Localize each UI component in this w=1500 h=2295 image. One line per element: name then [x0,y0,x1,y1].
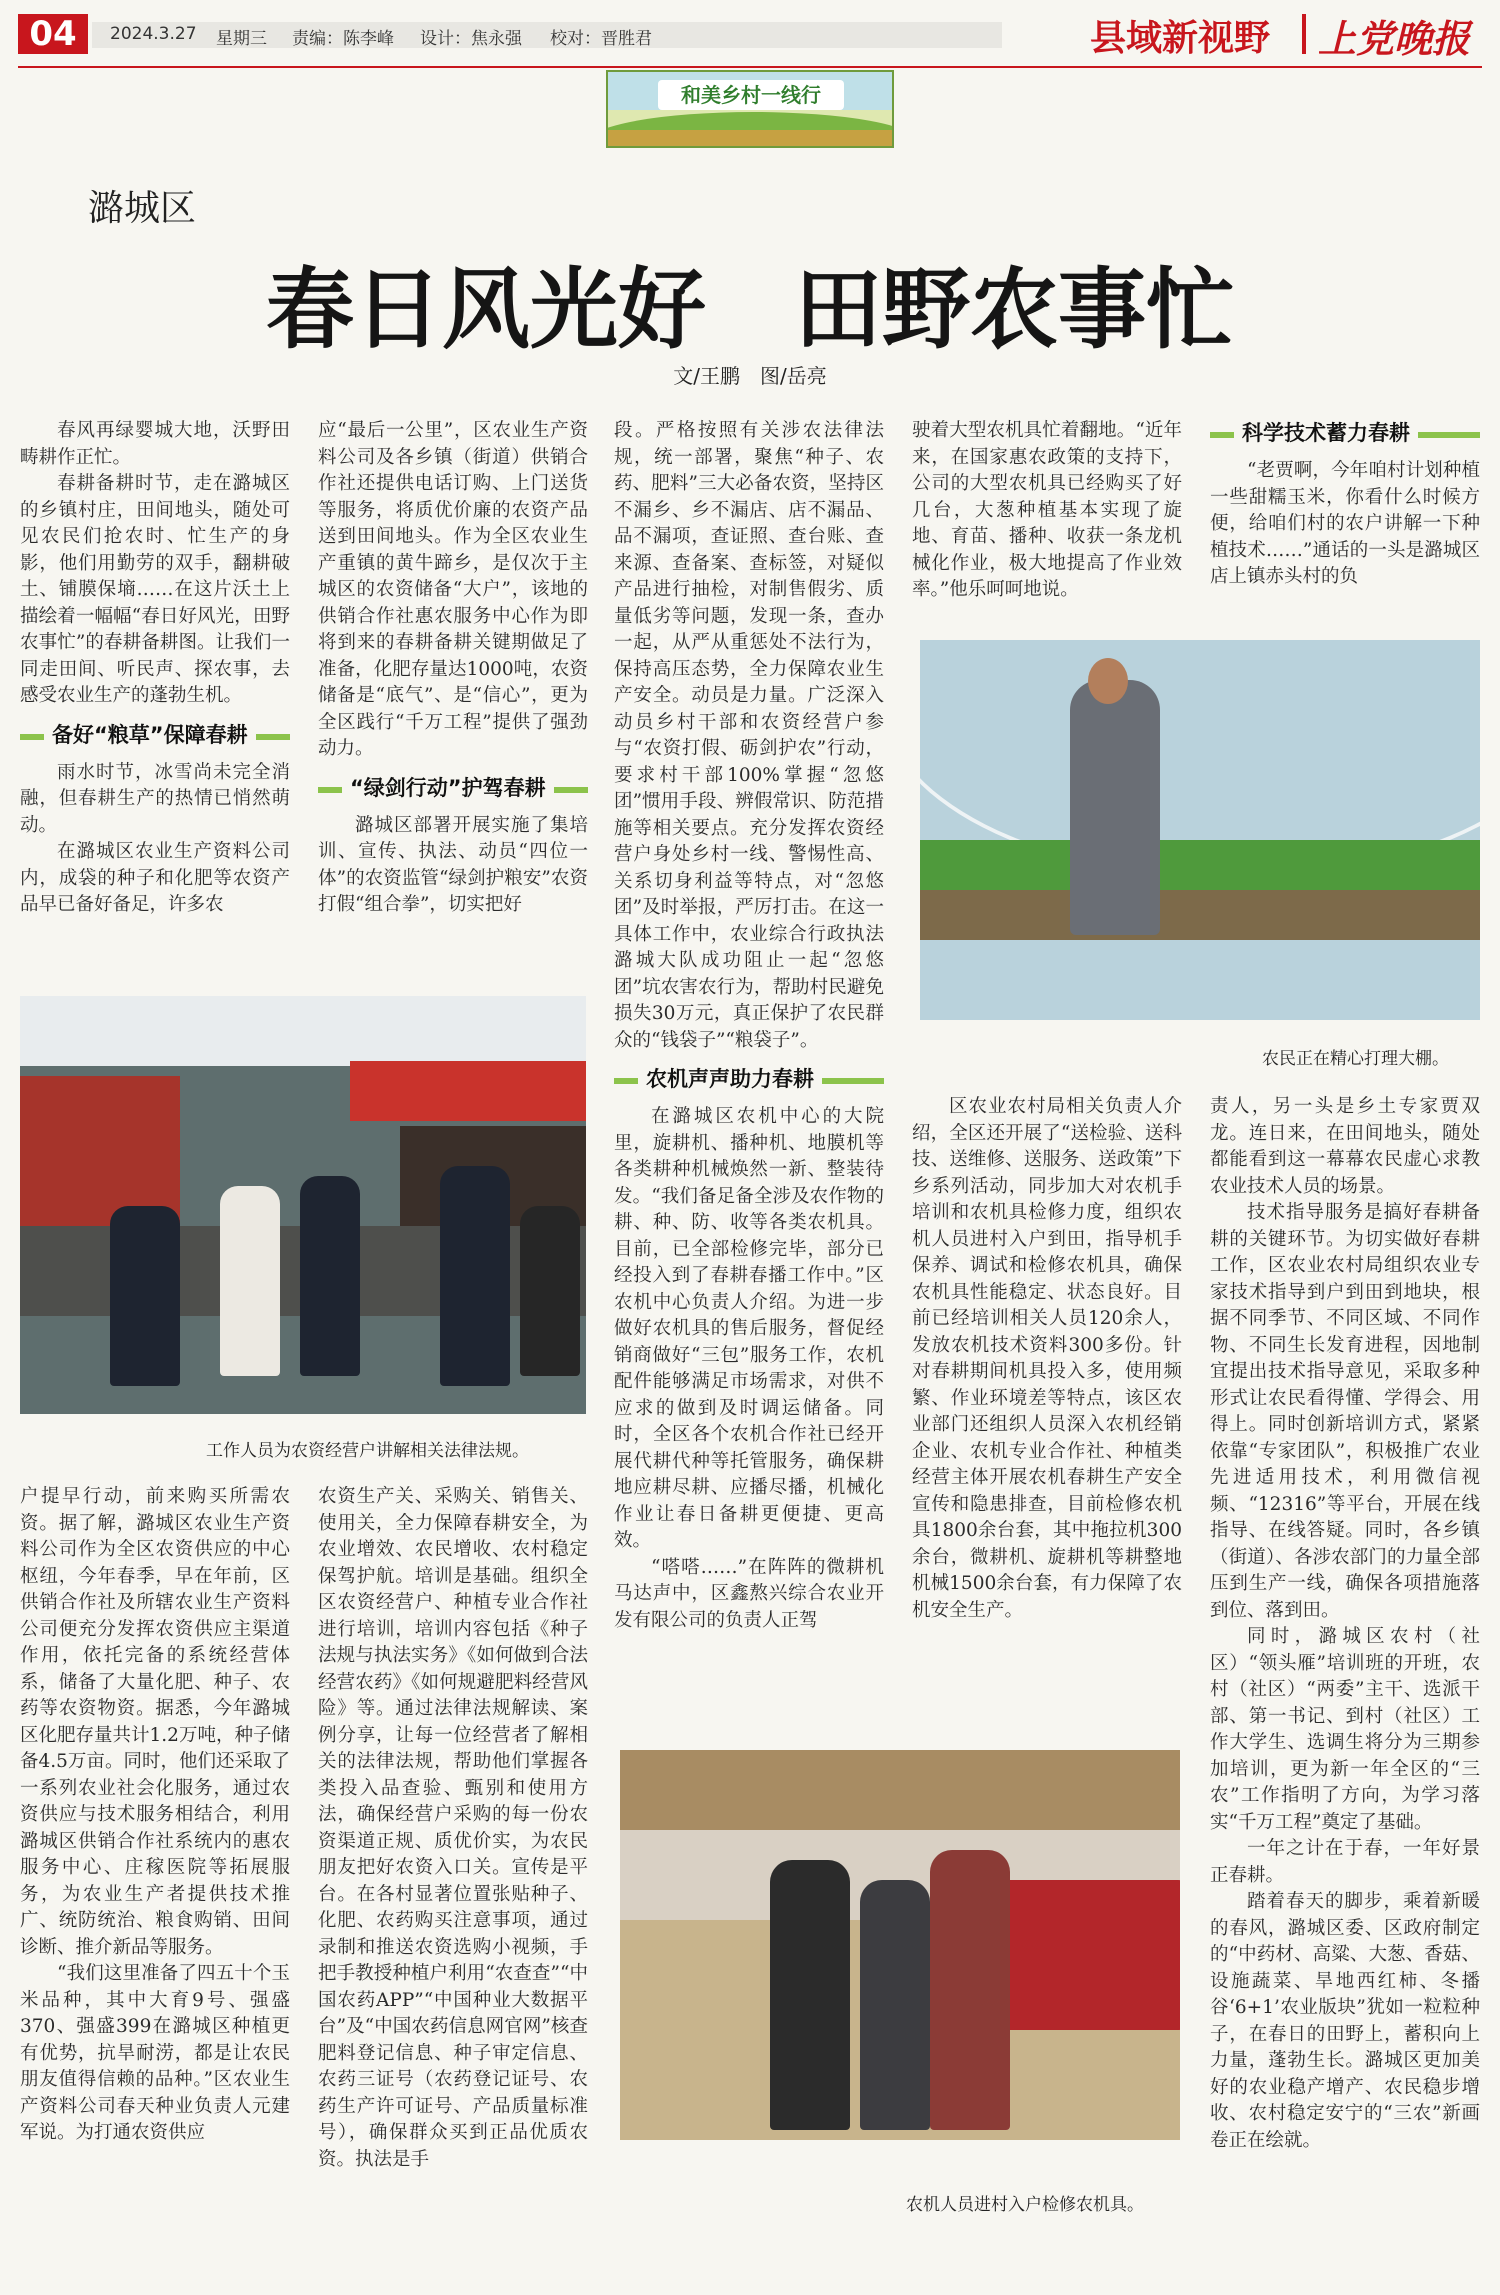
page-header [0,0,1500,70]
photo-caption: 农民正在精心打理大棚。 [1262,1049,1449,1069]
headline: 春日风光好 田野农事忙 [265,257,1234,361]
photo-law-explanation [20,996,586,1414]
subhead [1210,418,1480,448]
paragraph: 潞城区部署开展实施了集培训、宣传、执法、动员“四位一体”的农资监管“绿剑护粮安”农资打假“组合拳”，切实把好 [318,814,588,915]
newspaper-brand: 上党晚报 [1318,16,1471,61]
designer-credit: 设计：焦永强 [420,29,522,49]
brand-divider [1302,14,1306,54]
proofreader-credit: 校对：晋胜君 [550,29,652,49]
subhead-label: 农机声声助力春耕 [638,1064,822,1094]
paragraph: 户提早行动，前来购买所需农资。据了解，潞城区农业生产资料公司作为全区农资供应的中心枢纽，今年春季，早在年前，区供销合作社及所辖农业生产资料公司便充分发挥农资供应主渠道作用，依托完备的系统经营体系，储备了大量化肥、种子、农药等农资物资。据悉，今年潞城区化肥存量共计1.2万吨，种子储备4.5万亩。同时，他们还采取了一系列农业社会化服务，通过农资供应与技术服务相结合，利用潞城区供销合作社系统内的惠农服务中心、庄稼医院等拓展服务，为农业生产者提供技术推广、统防统治、粮食购销、田间诊断、推介新品等服务。 [20,1486,290,1958]
section-name: 县域新视野 [1090,18,1271,59]
paragraph: 技术指导服务是搞好春耕备耕的关键环节。为切实做好春耕工作，区农业农村局组织农业专家技术指导到户到田到地块，根据不同季节、不同区域、不同作物、不同生长发育进程，因地制宜提出技术指导意见，采取多种形式让农民看得懂、学得会、用得上。同时创新培训方式，紧紧依靠“专家团队”，积极推广农业先进适用技术，利用微信视频、“12316”等平台，开展在线指导、在线答疑。同时，各乡镇（街道）、各涉农部门的力量全部压到生产一线，确保各项措施落到位、落到田。 [1210,1202,1480,1621]
paragraph: 雨水时节，冰雪尚未完全消融，但春耕生产的热情已悄然萌动。 [20,761,290,836]
column-3 [614,418,884,1634]
paragraph: 应“最后一公里”，区农业生产资料公司及各乡镇（街道）供销合作社还提供电话订购、上门送货等服务，将质优价廉的农资产品送到田间地头。作为全区农业生产重镇的黄牛蹄乡，是仅次于主城区的农资储备“大户”，该地的供销合作社惠农服务中心作为即将到来的春耕备耕关键期做足了准备，化肥存量达1000吨，农资储备是“底气”、是“信心”，更为全区践行“千万工程”提供了强劲动力。 [318,420,588,759]
photo-greenhouse [920,640,1480,1020]
paragraph: “嗒嗒……”在阵阵的微耕机马达声中，区鑫熬兴综合农业开发有限公司的负责人正驾 [614,1556,884,1631]
paragraph: 在潞城区农业生产资料公司内，成袋的种子和化肥等农资产品早已备好备足，许多农 [20,841,290,915]
subhead [318,773,588,803]
paragraph: 一年之计在于春，一年好景正春耕。 [1210,1838,1480,1886]
photo-machinery-repair [620,1750,1180,2140]
paragraph: 春耕备耕时节，走在潞城区的乡镇村庄，田间地头，随处可见农民们抢农时、忙生产的身影，他们用勤劳的双手，翻耕破土、铺膜保墒……在这片沃土上描绘着一幅幅“春日好风光，田野农事忙”的春耕备耕图。让我们一同走田间、听民声、探农事，去感受农业生产的蓬勃生机。 [20,473,290,706]
paragraph: 责人，另一头是乡土专家贾双龙。连日来，在田间地头，随处都能看到这一幕幕农民虚心求教农业技术人员的场景。 [1210,1096,1480,1197]
column-4-bottom [912,1094,1182,1624]
paragraph: 农资生产关、采购关、销售关、使用关，全力保障春耕安全，为农业增效、农民增收、农村稳定保驾护航。培训是基础。组织全区农资经营户、种植专业合作社进行培训，培训内容包括《种子法规与执法实务》《如何做到合法经营农药》《如何规避肥料经营风险》等。通过法律法规解读、案例分享，让每一位经营者了解相关的法律法规，帮助他们掌握各类投入品查验、甄别和使用方法，确保经营户采购的每一份农资渠道正规、质优价实，为农民朋友把好农资入口关。宣传是平台。在各村显著位置张贴种子、化肥、农药购买注意事项，通过录制和推送农资选购小视频，手把手教授种植户利用“农查查”“中国农药APP”“中国种业大数据平台”及“中国农药信息网官网”核查肥料登记信息、种子审定信息、农药三证号（农药登记证号、农药生产许可证号、产品质量标准号），确保群众买到正品优质农资。执法是手 [318,1486,588,2170]
district-kicker: 潞城区 [88,188,197,229]
banner-label: 和美乡村一线行 [658,80,844,110]
subhead [20,720,290,750]
paragraph: 踏着春天的脚步，乘着新暖的春风，潞城区委、区政府制定的“中药材、高粱、大葱、香菇、设施蔬菜、旱地西红柿、冬播谷‘6+1’农业版块”犹如一粒粒种子，在春日的田野上，蓄积向上力量，蓬勃生长。潞城区更加美好的农业稳产增产、农民稳步增收、农村稳定安宁的“三农”新画卷正在绘就。 [1210,1891,1480,2151]
column-1-bottom [20,1484,290,2147]
page-number: 04 [18,14,88,54]
column-1-top [20,418,290,919]
column-4-top [912,418,1182,604]
issue-weekday: 星期三 [216,29,267,49]
paragraph: 驶着大型农机具忙着翻地。“近年来，在国家惠农政策的支持下，公司的大型农机具已经购买了好几台，大葱种植基本实现了旋地、育苗、播种、收获一条龙机械化作业，极大地提高了作业效率。”他乐呵呵地说。 [912,420,1182,600]
subhead-label: “绿剑行动”护驾春耕 [342,773,554,803]
photo-caption: 工作人员为农资经营户讲解相关法律法规。 [206,1441,529,1461]
subhead [614,1064,884,1094]
paragraph: “我们这里准备了四五十个玉米品种，其中大育9号、强盛370、强盛399在潞城区种植更有优势，抗旱耐涝，都是让农民朋友值得信赖的品种。”区农业生产资料公司春天种业负责人元建军说。为打通农资供应 [20,1963,290,2143]
column-2-bottom [318,1484,588,2173]
paragraph: 春风再绿婴城大地，沃野田畴耕作正忙。 [20,420,290,468]
paragraph: 在潞城区农机中心的大院里，旋耕机、播种机、地膜机等各类耕种机械焕然一新、整装待发。“我们备足备全涉及农作物的耕、种、防、收等各类农机具。目前，已全部检修完毕，部分已经投入到了春耕春播工作中。”区农机中心负责人介绍。为进一步做好农机具的售后服务，督促经销商做好“三包”服务工作，农机配件能够满足市场需求，对供不应求的做到及时调运储备。同时，全区各个农机合作社已经开展代耕代种等托管服务，确保耕地应耕尽耕、应播尽播，机械化作业让春日备耕更便捷、更高效。 [614,1106,884,1551]
column-2-top [318,418,588,919]
column-5-bottom [1210,1094,1480,2154]
paragraph: 段。严格按照有关涉农法律法规，统一部署，聚焦“种子、农药、肥料”三大必备农资，坚持区不漏乡、乡不漏店、店不漏品、品不漏项，查证照、查台账、查来源、查备案、查标签，对疑似产品进行抽检，对制售假劣、质量低劣等问题，发现一条，查办一起，从严从重惩处不法行为，保持高压态势，全力保障农业生产安全。动员是力量。广泛深入动员乡村干部和农资经营户参与“农资打假、砺剑护农”行动，要求村干部100%掌握“忽悠团”惯用手段、辨假常识、防范措施等相关要点。充分发挥农资经营户身处乡村一线、警惕性高、关系切身利益等特点，对“忽悠团”及时举报，严厉打击。在这一具体工作中，农业综合行政执法潞城大队成功阻止一起“忽悠团”坑农害农行为，帮助村民避免损失30万元，真正保护了农民群众的“钱袋子”“粮袋子”。 [614,420,884,1051]
photo-caption: 农机人员进村入户检修农机具。 [906,2195,1144,2215]
paragraph: 区农业农村局相关负责人介绍，全区还开展了“送检验、送科技、送维修、送服务、送政策”下乡系列活动，同步加大对农机手培训和农机具检修力度，组织农机人员进村入户到田，指导机手保养、调试和检修农机具，确保农机具性能稳定、状态良好。目前已经培训相关人员120余人，发放农机技术资料300多份。针对春耕期间机具投入多，使用频繁、作业环境差等特点，该区农业部门还组织人员深入农机经销企业、农机专业合作社、种植类经营主体开展农机春耕生产安全宣传和隐患排查，目前检修农机具1800余台套，其中拖拉机300余台，微耕机、旋耕机等耕整地机械1500余台套，有力保障了农机安全生产。 [912,1096,1182,1621]
issue-date: 2024.3.27 [110,24,197,44]
column-banner [606,70,894,148]
column-5-top [1210,418,1480,591]
byline: 文/王鹏 图/岳亮 [673,364,827,388]
paragraph: “老贾啊，今年咱村计划种植一些甜糯玉米，你看什么时候方便，给咱们村的农户讲解一下种植技术……”通话的一头是潞城区店上镇赤头村的负 [1210,460,1480,587]
subhead-label: 备好“粮草”保障春耕 [44,720,256,750]
subhead-label: 科学技术蓄力春耕 [1234,418,1418,448]
header-rule [18,66,1482,68]
paragraph: 同时，潞城区农村（社区）“领头雁”培训班的开班，农村（社区）“两委”主干、选派干部、第一书记、到村（社区）工作大学生、选调生将分为三期参加培训，更为新一年全区的“三农”工作指明了方向，为学习落实“千万工程”奠定了基础。 [1210,1626,1480,1833]
editor-credit: 责编：陈李峰 [292,29,394,49]
